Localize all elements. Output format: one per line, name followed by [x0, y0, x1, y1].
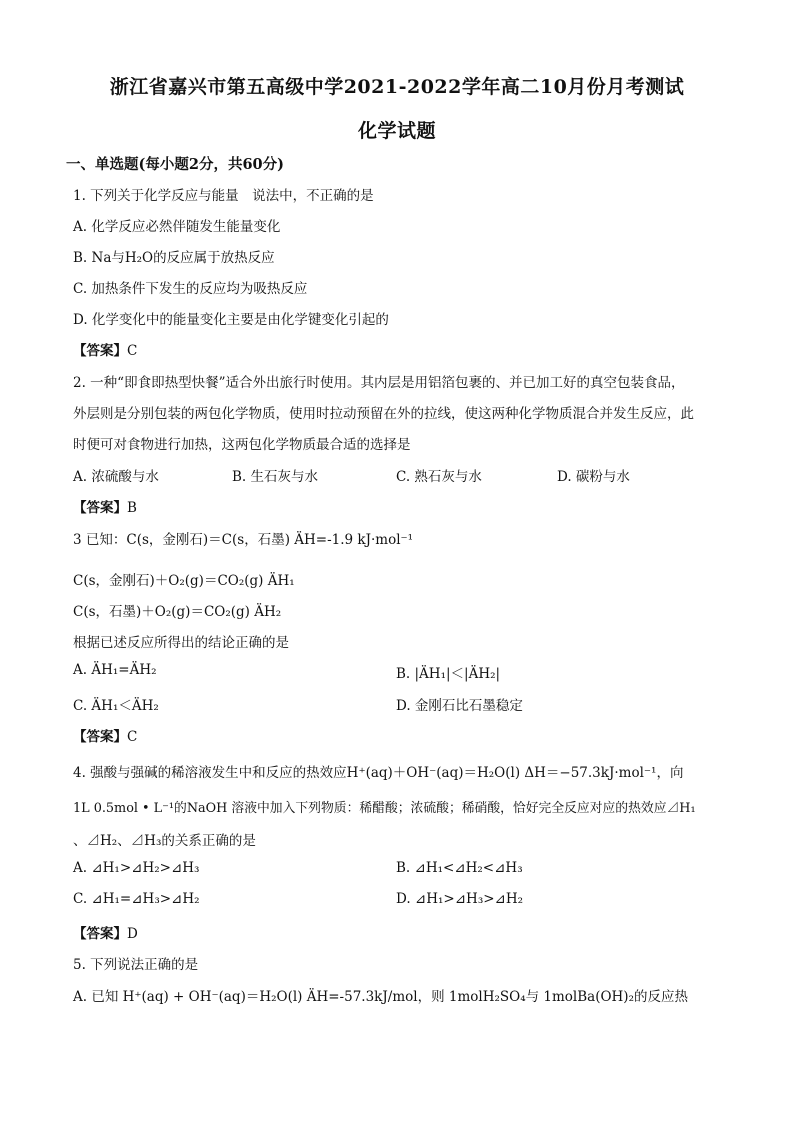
question-4-option-c: C. ⊿H₁=⊿H₃>⊿H₂: [73, 891, 200, 907]
answer-tag: 【答案】: [73, 729, 127, 745]
question-4-option-d: D. ⊿H₁>⊿H₃>⊿H₂: [396, 891, 524, 907]
question-2-stem-line-1: 2. 一种“即食即热型快餐”适合外出旅行时使用。其内层是用铝箔包裹的、并已加工好的真空包装食品，: [73, 375, 685, 391]
question-2-option-c: C. 熟石灰与水: [396, 469, 482, 485]
question-2-stem-line-3: 时便可对食物进行加热，这两包化学物质最合适的选择是: [73, 437, 411, 453]
answer-tag: 【答案】: [73, 926, 127, 942]
answer-tag: 【答案】: [73, 343, 127, 359]
question-2-stem-line-2: 外层则是分别包装的两包化学物质，使用时拉动预留在外的拉线，使这两种化学物质混合并发生反应，此: [73, 406, 694, 422]
answer-value: D: [127, 926, 138, 942]
question-4-stem-line-3: 、⊿H₂、⊿H₃的关系正确的是: [73, 833, 256, 849]
question-2-option-a: A. 浓硫酸与水: [73, 469, 159, 485]
question-1-option-a: A. 化学反应必然伴随发生能量变化: [73, 219, 281, 235]
question-4-stem-line-2: 1L 0.5mol • L⁻¹的NaOH 溶液中加入下列物质：稀醋酸；浓硫酸；稀硝酸，恰好完全反应对应的热效应⊿H₁: [73, 801, 696, 816]
question-4-answer: [73, 922, 138, 942]
question-4-stem-line-1: 4. 强酸与强碱的稀溶液发生中和反应的热效应H⁺(aq)＋OH⁻(aq)＝H₂O(l) ΔH＝−57.3kJ·mol⁻¹，向: [73, 765, 684, 781]
question-1-stem: 1. 下列关于化学反应与能量 说法中，不正确的是: [73, 188, 374, 204]
exam-title: 浙江省嘉兴市第五高级中学2021-2022学年高二10月份月考测试: [109, 76, 685, 98]
question-2-option-b: B. 生石灰与水: [232, 469, 319, 485]
question-5-option-a: A. 已知 H⁺(aq) + OH⁻(aq)＝H₂O(l) ÄH=-57.3kJ/mol，则 1molH₂SO₄与 1molBa(OH)₂的反应热: [73, 989, 688, 1005]
question-3-option-d: D. 金刚石比石墨稳定: [396, 698, 523, 714]
question-4-option-a: A. ⊿H₁>⊿H₂>⊿H₃: [73, 860, 200, 876]
question-2-answer: [73, 496, 137, 516]
question-1-option-d: D. 化学变化中的能量变化主要是由化学键变化引起的: [73, 312, 389, 328]
question-3-equation-2: C(s，石墨)＋O₂(g)＝CO₂(g) ÄH₂: [73, 604, 282, 620]
answer-value: C: [127, 729, 138, 745]
question-4-option-b: B. ⊿H₁<⊿H₂<⊿H₃: [396, 860, 523, 876]
question-3-option-b: B. |ÄH₁|＜|ÄH₂|: [396, 666, 501, 682]
question-1-option-b: B. Na与H₂O的反应属于放热反应: [73, 250, 275, 266]
question-3-answer: [73, 725, 137, 745]
question-5-stem: 5. 下列说法正确的是: [73, 957, 199, 973]
answer-value: B: [127, 500, 137, 516]
section-heading: 一、单选题(每小题2分，共60分): [66, 156, 284, 173]
question-1-answer: [73, 339, 137, 359]
question-3-option-c: C. ÄH₁＜ÄH₂: [73, 698, 159, 714]
exam-subtitle: 化学试题: [357, 120, 436, 142]
answer-value: C: [127, 343, 138, 359]
question-3-option-a: A. ÄH₁=ÄH₂: [73, 662, 157, 678]
question-2-option-d: D. 碳粉与水: [557, 469, 630, 485]
answer-tag: 【答案】: [73, 500, 127, 516]
question-3-stem: 3 已知：C(s，金刚石)＝C(s，石墨) ÄH=-1.9 kJ·mol⁻¹: [73, 532, 414, 548]
question-1-option-c: C. 加热条件下发生的反应均为吸热反应: [73, 281, 308, 297]
question-3-question: 根据已述反应所得出的结论正确的是: [73, 635, 289, 651]
question-3-equation-1: C(s，金刚石)＋O₂(g)＝CO₂(g) ÄH₁: [73, 573, 295, 589]
